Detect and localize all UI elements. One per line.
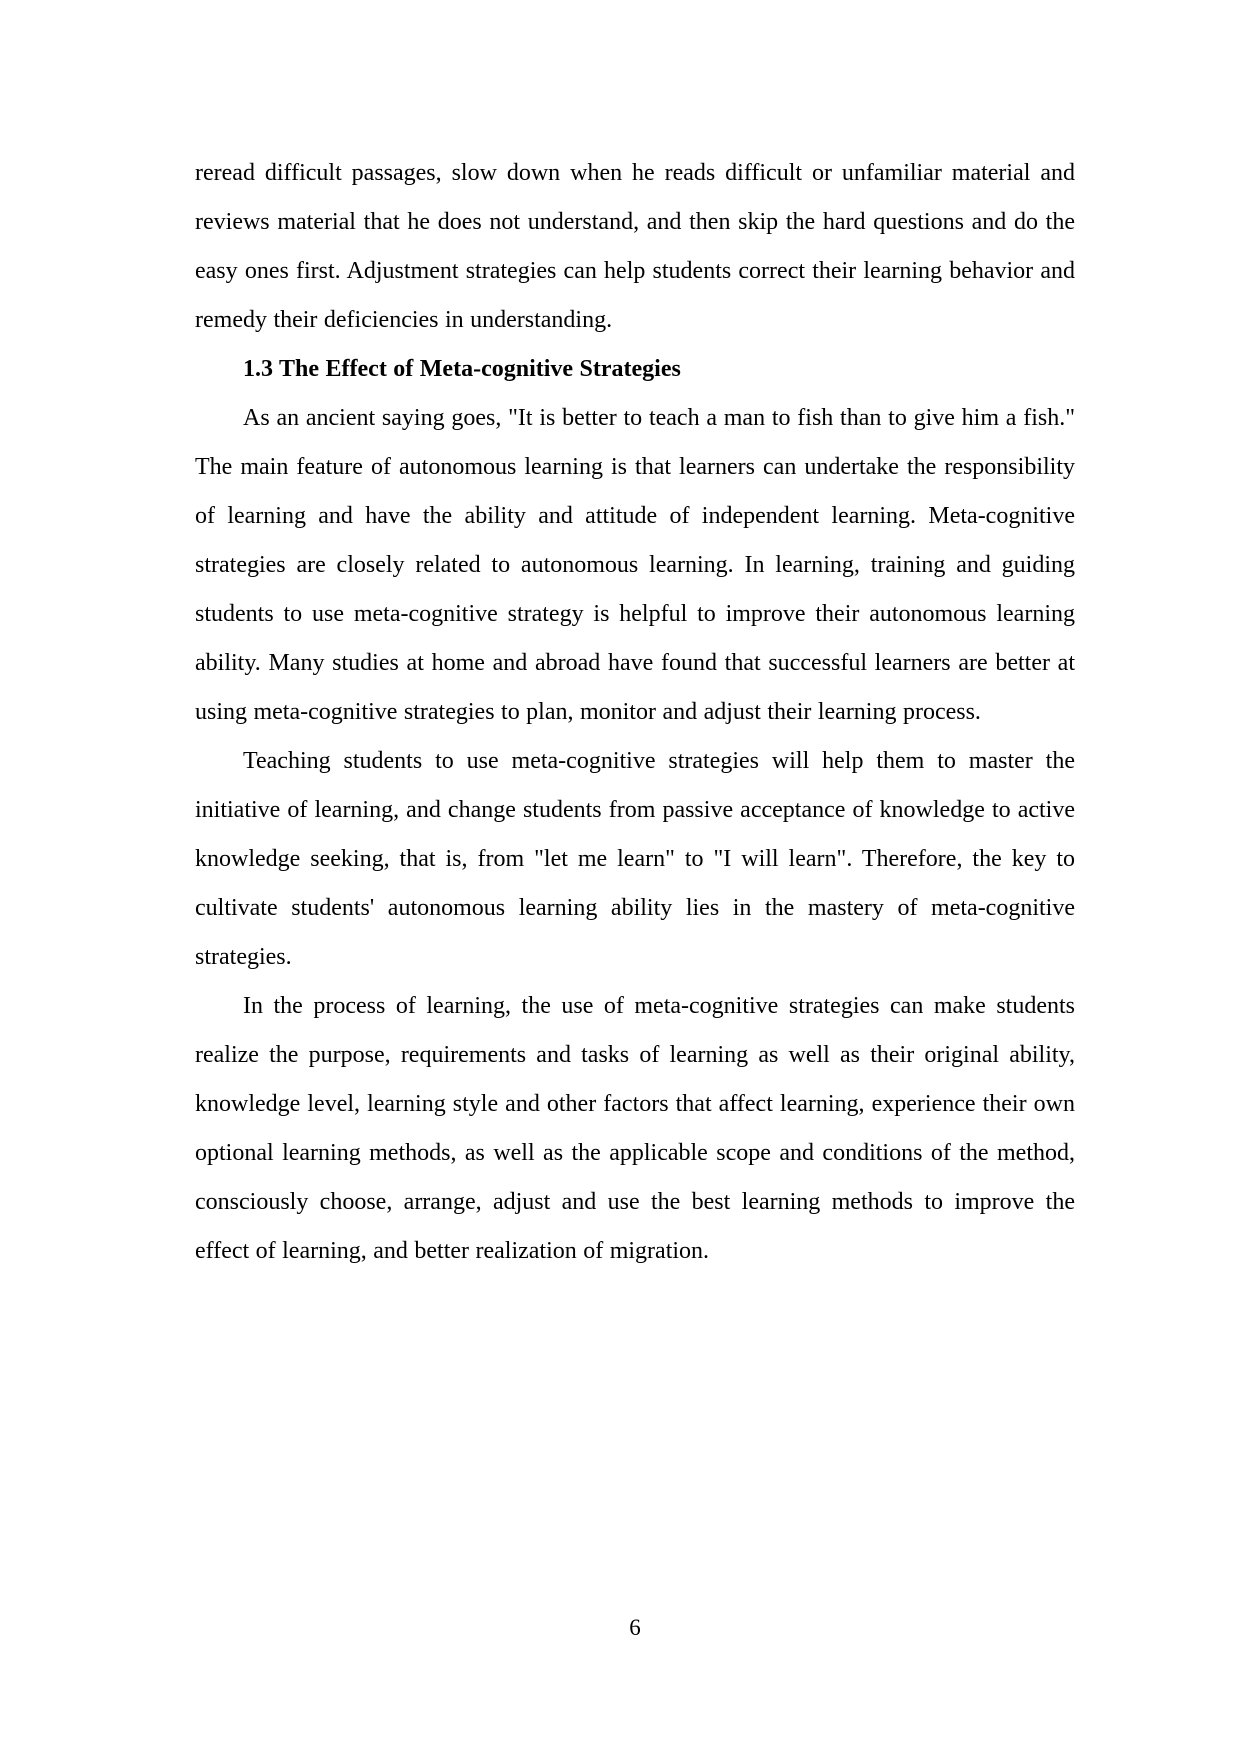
paragraph: As an ancient saying goes, "It is better to teach a man to fish than to give him a fish." The main feature of autonomous learning is that learners can undertake the responsibility of learning and have the ability and attitude of independent learning. Meta-cognitive strategies are closely related to autonomous learning. In learning, training and guiding students to use meta-cognitive strategy is helpful to improve their autonomous learning ability. Many studies at home and abroad have found that successful learners are better at using meta-cognitive strategies to plan, monitor and adjust their learning process. bbox=[195, 405, 1075, 725]
paragraph: Teaching students to use meta-cognitive strategies will help them to master the initiative of learning, and change students from passive acceptance of knowledge to active knowledge seeking, that is, from "let me learn" to "I will learn". Therefore, the key to cultivate students' autonomous learning ability lies in the mastery of meta-cognitive strategies. bbox=[195, 748, 1075, 970]
page-number: 6 bbox=[629, 1615, 641, 1640]
paragraph-continuation: reread difficult passages, slow down when he reads difficult or unfamiliar material and reviews material that he does not understand, and then skip the hard questions and do the easy ones first. Adjustment strategies can help students correct their learning behavior and remedy their deficiencies in understanding. bbox=[195, 160, 1075, 333]
paragraph: In the process of learning, the use of meta-cognitive strategies can make students realize the purpose, requirements and tasks of learning as well as their original ability, knowledge level, learning style and other factors that affect learning, experience their own optional learning methods, as well as the applicable scope and conditions of the method, consciously choose, arrange, adjust and use the best learning methods to improve the effect of learning, and better realization of migration. bbox=[195, 993, 1075, 1264]
section-heading: 1.3 The Effect of Meta-cognitive Strategies bbox=[243, 356, 681, 382]
document-body bbox=[195, 149, 1075, 1276]
